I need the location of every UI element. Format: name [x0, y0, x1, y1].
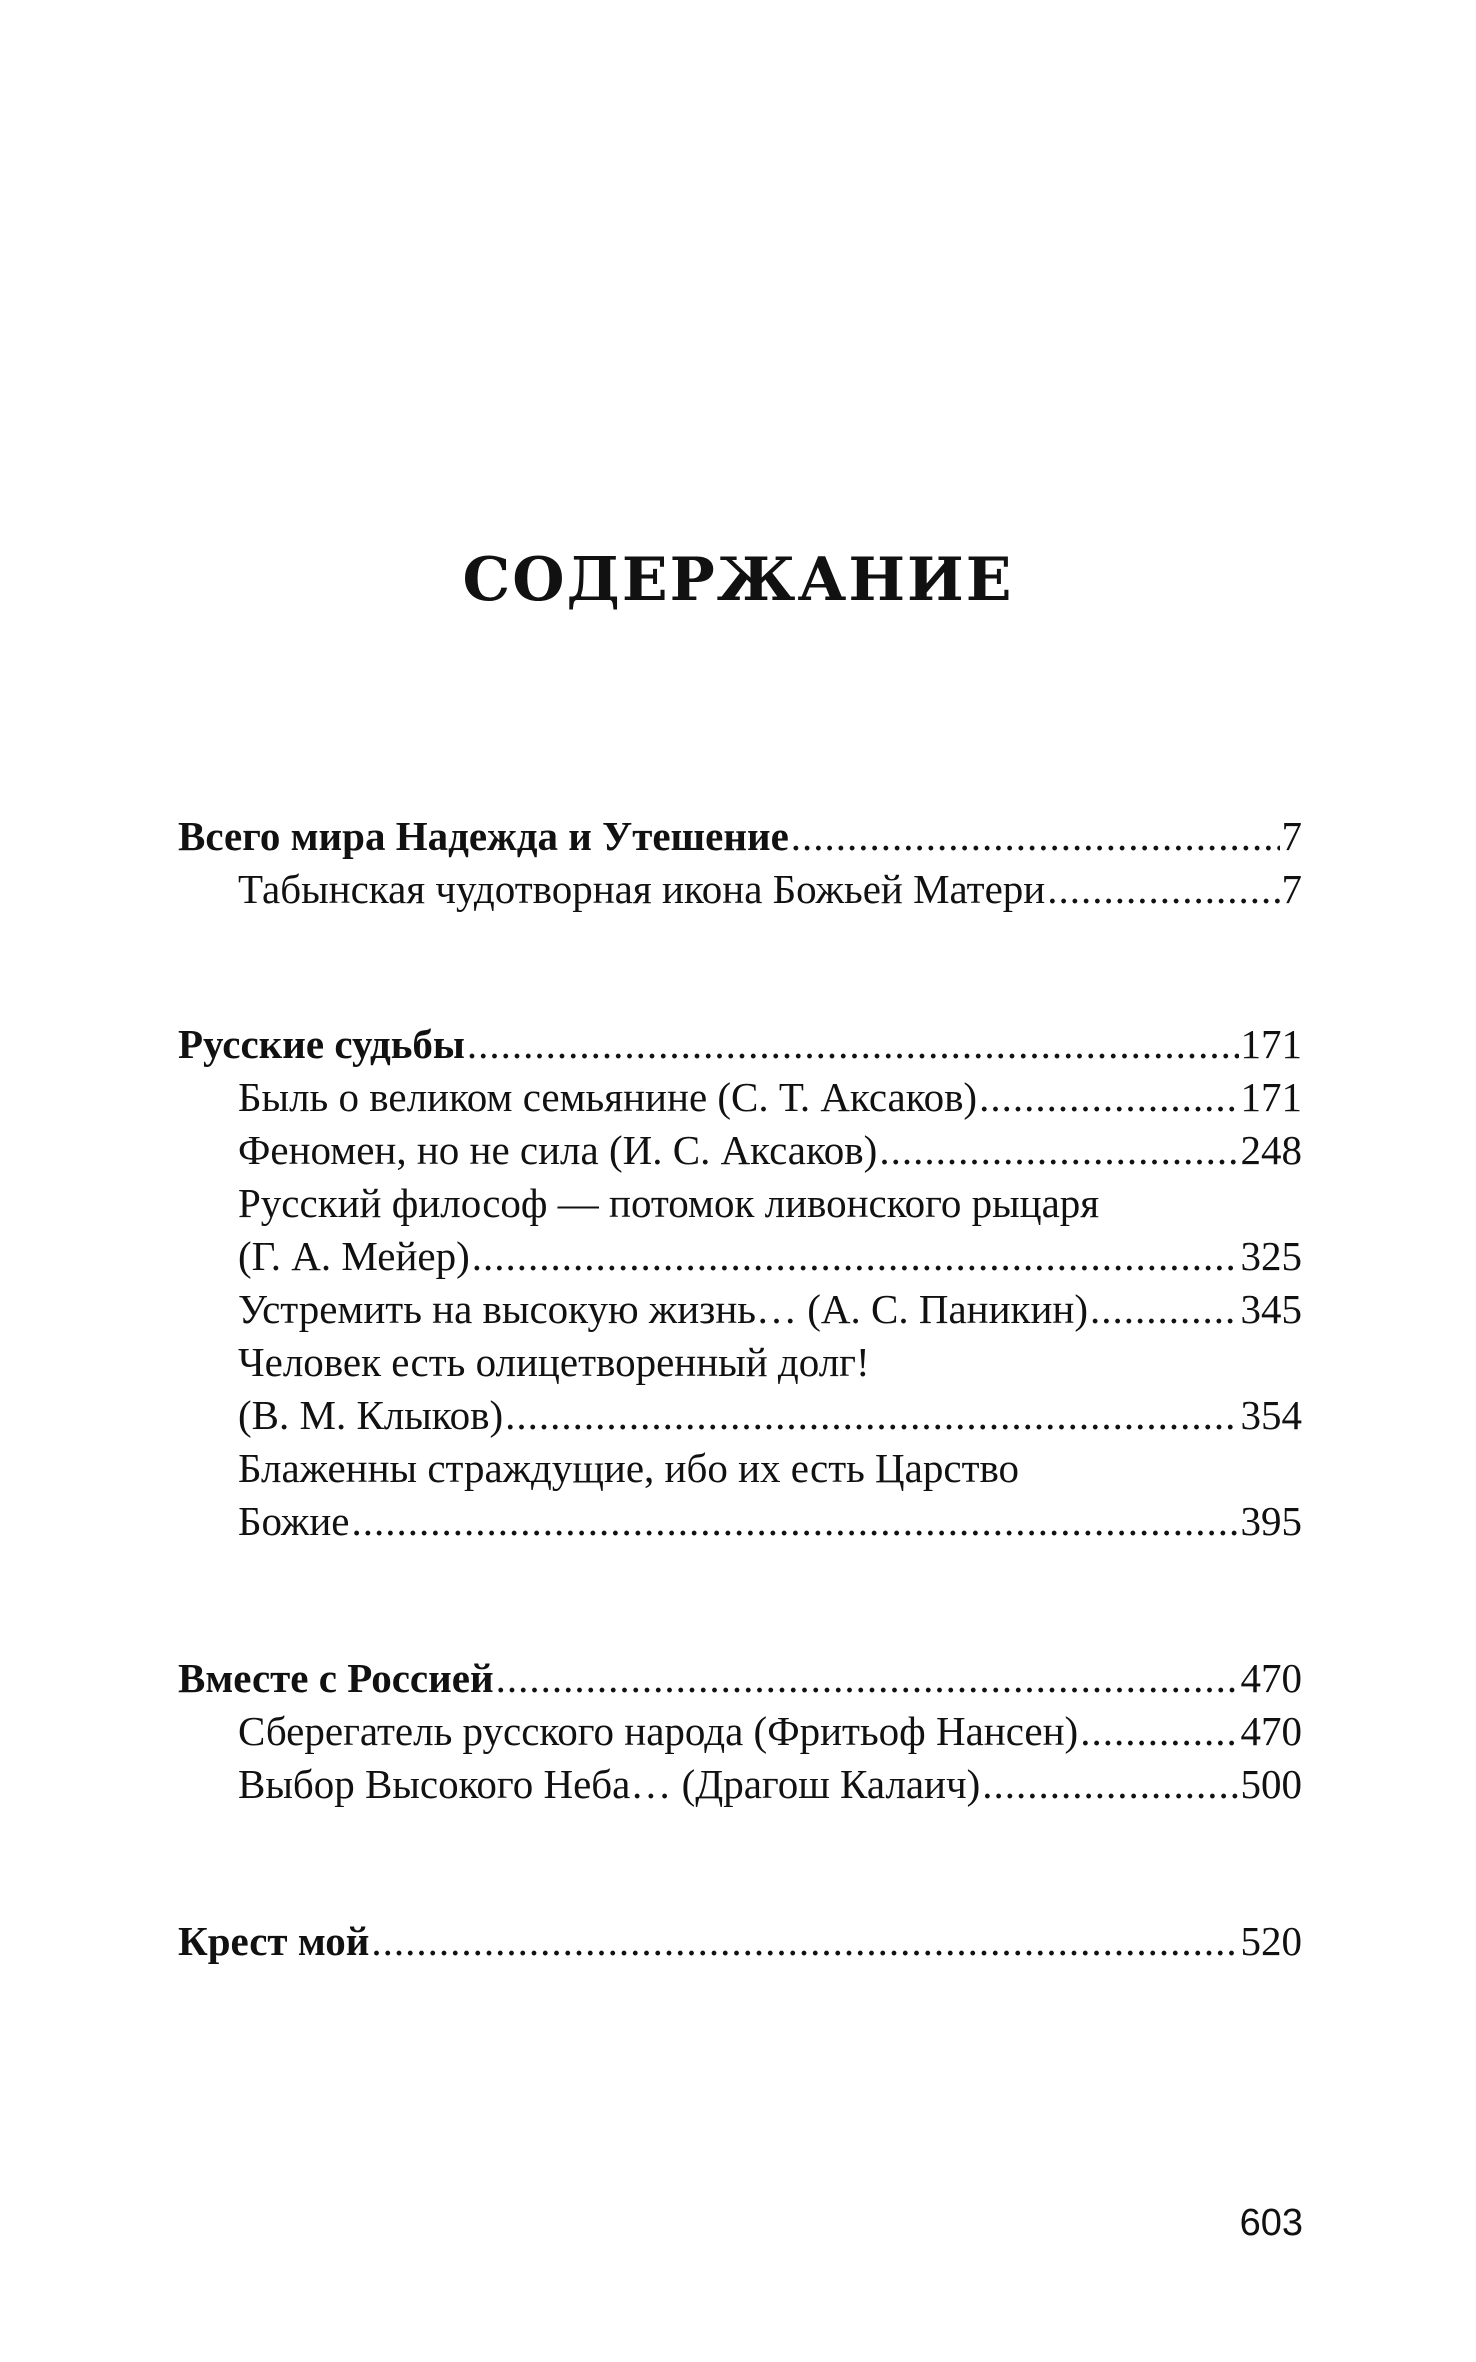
dot-leader — [505, 1389, 1238, 1442]
toc-entry[interactable] — [178, 1495, 1302, 1548]
toc-entry-title: (Г. А. Мейер) — [238, 1233, 470, 1279]
toc-entry[interactable] — [178, 1705, 1302, 1758]
dot-leader — [1090, 1283, 1239, 1336]
toc-page-number: 470 — [1240, 1655, 1302, 1701]
toc-entry-line1[interactable] — [178, 1177, 1302, 1230]
page-number: 603 — [1239, 2202, 1303, 2244]
toc-section-title: Всего мира Надежда и Утешение — [178, 813, 789, 859]
dot-leader — [1047, 863, 1279, 916]
toc-entry-title: Русский философ — потомок ливонского рыцаря — [238, 1180, 1100, 1226]
toc-entry-title: Устремить на высокую жизнь… (А. С. Паникин) — [238, 1286, 1088, 1332]
toc-section-entry[interactable] — [178, 1915, 1302, 1968]
toc-page-number: 7 — [1281, 813, 1302, 859]
dot-leader — [982, 1758, 1238, 1811]
toc-entry[interactable] — [178, 863, 1302, 916]
toc-section-entry[interactable] — [178, 810, 1302, 863]
toc-entry-title: Феномен, но не сила (И. С. Аксаков) — [238, 1127, 878, 1173]
toc-entry-line1[interactable] — [178, 1442, 1302, 1495]
toc-entry-title: Блаженны страждущие, ибо их есть Царство — [238, 1445, 1020, 1491]
toc-page-number: 520 — [1240, 1918, 1302, 1964]
dot-leader — [979, 1071, 1238, 1124]
dot-leader — [472, 1230, 1239, 1283]
toc-section-title: Крест мой — [178, 1918, 370, 1964]
dot-leader — [371, 1915, 1238, 1968]
toc-entry-title: Табынская чудотворная икона Божьей Матери — [238, 866, 1046, 912]
toc-page-number: 345 — [1240, 1286, 1302, 1332]
page-title: СОДЕРЖАНИЕ — [462, 545, 1014, 615]
toc-entry[interactable] — [178, 1283, 1302, 1336]
toc-entry-title: Божие — [238, 1498, 350, 1544]
toc-entry[interactable] — [178, 1124, 1302, 1177]
toc-page-number: 171 — [1240, 1021, 1302, 1067]
toc-entry-title: Человек есть олицетворенный долг! — [238, 1339, 870, 1385]
toc-page-number: 325 — [1240, 1233, 1302, 1279]
toc-entry[interactable] — [178, 1758, 1302, 1811]
toc-section-title: Русские судьбы — [178, 1021, 465, 1067]
toc-page-number: 7 — [1281, 866, 1302, 912]
dot-leader — [1080, 1705, 1238, 1758]
toc-entry-title: Сберегатель русского народа (Фритьоф Нансен) — [238, 1708, 1079, 1754]
toc-section-entry[interactable] — [178, 1652, 1302, 1705]
toc-entry-title: Выбор Высокого Неба… (Драгош Калаич) — [238, 1761, 981, 1807]
toc-section-title: Вместе с Россией — [178, 1655, 494, 1701]
toc-page-number: 500 — [1240, 1761, 1302, 1807]
toc-section-entry[interactable] — [178, 1018, 1302, 1071]
dot-leader — [467, 1018, 1239, 1071]
toc-entry[interactable] — [178, 1071, 1302, 1124]
toc-entry-title: Быль о великом семьянине (С. Т. Аксаков) — [238, 1074, 978, 1120]
table-of-contents — [178, 810, 1302, 1968]
toc-entry-line1[interactable] — [178, 1336, 1302, 1389]
toc-entry-title: (В. М. Клыков) — [238, 1392, 504, 1438]
dot-leader — [791, 810, 1280, 863]
toc-entry[interactable] — [178, 1230, 1302, 1283]
toc-page-number: 248 — [1240, 1127, 1302, 1173]
dot-leader — [879, 1124, 1238, 1177]
toc-page-number: 171 — [1240, 1074, 1302, 1120]
toc-page-number: 395 — [1240, 1498, 1302, 1544]
toc-entry[interactable] — [178, 1389, 1302, 1442]
toc-page-number: 470 — [1240, 1708, 1302, 1754]
dot-leader — [352, 1495, 1239, 1548]
dot-leader — [496, 1652, 1239, 1705]
toc-page-number: 354 — [1240, 1392, 1302, 1438]
